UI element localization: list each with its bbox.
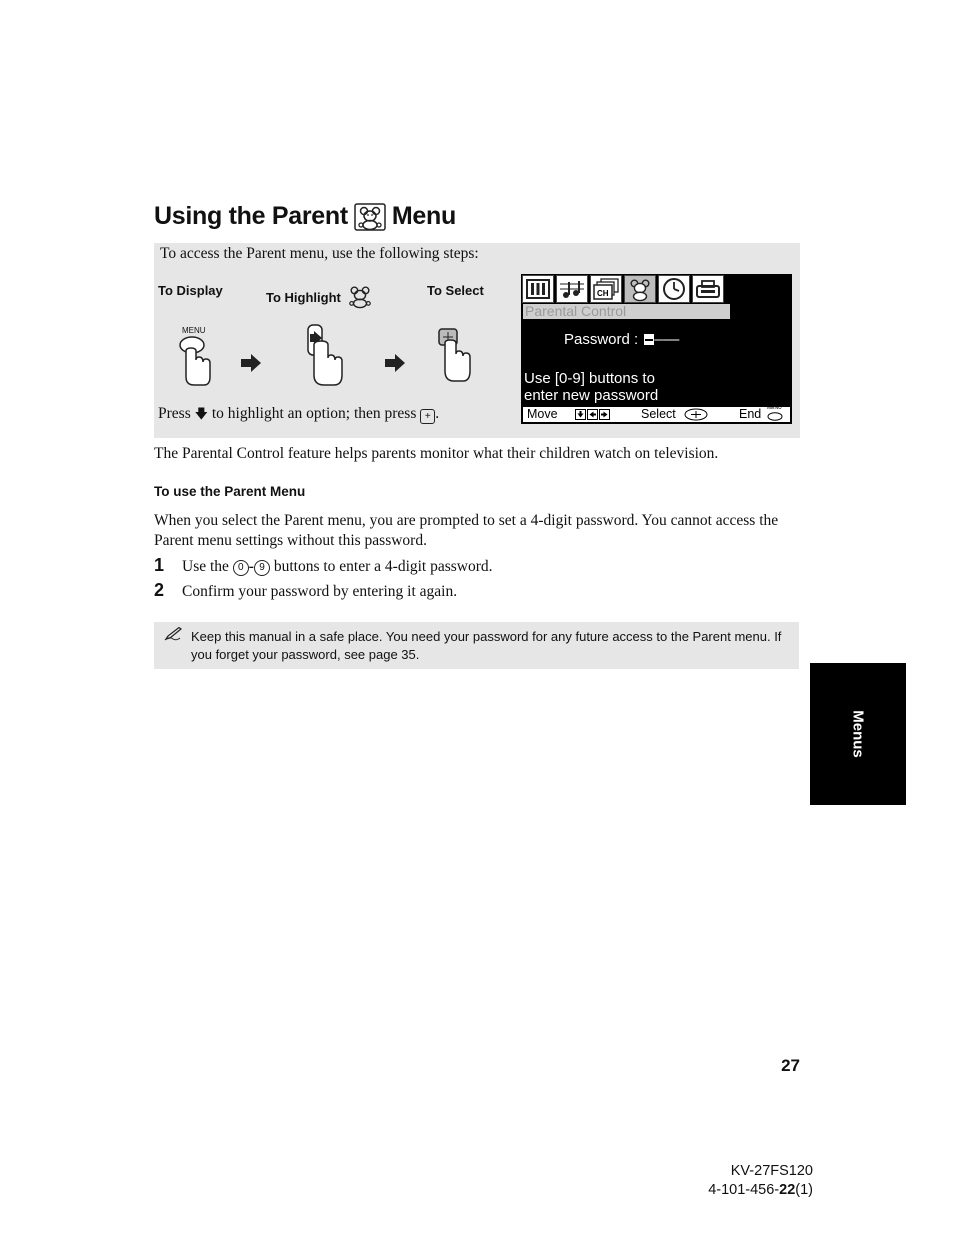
tv-footer-menu-label: MENU xyxy=(767,405,782,411)
tv-footer-move: Move xyxy=(527,407,558,421)
right-arrow-icon xyxy=(241,354,261,372)
label-to-select: To Select xyxy=(427,283,484,298)
tv-password-prompt xyxy=(564,331,679,348)
press-text-start: Press xyxy=(158,405,191,422)
page-number: 27 xyxy=(781,1056,800,1075)
tv-instruction-line2: enter new password xyxy=(524,387,659,404)
tv-cursor xyxy=(644,334,654,345)
label-to-display: To Display xyxy=(158,283,223,298)
step-1-text-end: buttons to enter a 4-digit password. xyxy=(273,558,493,575)
digit-9-button-icon: 9 xyxy=(254,560,270,576)
steps-intro: To access the Parent menu, use the following steps: xyxy=(160,245,479,262)
timer-menu-icon xyxy=(658,275,690,303)
section-heading: To use the Parent Menu xyxy=(154,484,306,499)
press-text-middle: to highlight an option; then press xyxy=(211,405,417,422)
intro-paragraph: The Parental Control feature helps parents monitor what their children watch on television. xyxy=(154,445,719,462)
press-text-end: . xyxy=(435,405,440,422)
hand-press-menu-icon xyxy=(176,335,216,387)
select-button-icon: + xyxy=(420,409,435,424)
part-number-prefix: 4-101-456- xyxy=(708,1182,780,1198)
label-to-highlight xyxy=(266,283,375,312)
setup-menu-icon xyxy=(692,275,724,303)
step-1-text xyxy=(182,558,493,576)
right-arrow-icon xyxy=(385,354,405,372)
model-number: KV-27FS120 xyxy=(730,1163,813,1179)
body-paragraph: When you select the Parent menu, you are prompted to set a 4-digit password. You cannot access the Parent menu settings without this password. xyxy=(154,512,779,549)
pencil-note-icon xyxy=(164,627,184,641)
bear-icon xyxy=(354,203,386,231)
bear-icon xyxy=(345,283,375,312)
tv-password-dashes: ––– xyxy=(654,331,680,348)
step-2-number: 2 xyxy=(154,580,165,600)
part-number-bold: 22 xyxy=(779,1182,796,1198)
tv-footer-end: End xyxy=(739,407,762,421)
section-side-tab xyxy=(810,663,906,805)
tv-instruction-line1: Use [0-9] buttons to xyxy=(524,370,655,387)
step-2-text: Confirm your password by entering it again. xyxy=(182,583,458,600)
tv-password-label: Password : xyxy=(564,331,639,348)
note-panel xyxy=(154,622,799,669)
menu-button-caption: MENU xyxy=(182,326,206,335)
label-to-highlight-text: To Highlight xyxy=(266,290,341,305)
model-info xyxy=(650,1162,813,1200)
svg-text:CH: CH xyxy=(597,289,609,298)
menu-button-icon xyxy=(767,412,783,421)
video-menu-icon xyxy=(522,275,554,303)
tv-footer-select: Select xyxy=(641,407,676,421)
digit-0-button-icon: 0 xyxy=(233,560,249,576)
tv-footer-bar xyxy=(523,407,790,422)
move-arrows-icon xyxy=(575,409,611,420)
tv-menu-heading: Parental Control xyxy=(523,304,730,319)
press-instruction xyxy=(158,405,439,427)
side-tab-label: Menus xyxy=(849,710,867,758)
down-arrow-icon: 🡇 xyxy=(194,407,208,422)
tv-menu-screen xyxy=(521,274,792,424)
part-number-suffix: (1) xyxy=(795,1182,813,1198)
step-1-dash: - xyxy=(248,558,254,575)
select-button-icon xyxy=(684,408,708,421)
title-text-end: Menu xyxy=(391,202,456,230)
note-text: Keep this manual in a safe place. You need your password for any future access to the Parent menu. If you forget your password, see page 35. xyxy=(191,629,782,662)
step-1-number: 1 xyxy=(154,555,165,575)
tv-instruction xyxy=(524,370,784,404)
audio-menu-icon xyxy=(556,275,588,303)
parent-menu-icon xyxy=(624,275,656,303)
title-text-start: Using the Parent xyxy=(154,202,348,230)
hand-press-select-icon xyxy=(437,327,473,383)
hand-press-down-icon xyxy=(304,323,346,387)
steps-panel xyxy=(154,243,800,438)
channel-menu-icon xyxy=(590,275,622,303)
page-title xyxy=(154,202,456,231)
part-number xyxy=(650,1181,813,1200)
step-1-text-start: Use the xyxy=(182,558,229,575)
